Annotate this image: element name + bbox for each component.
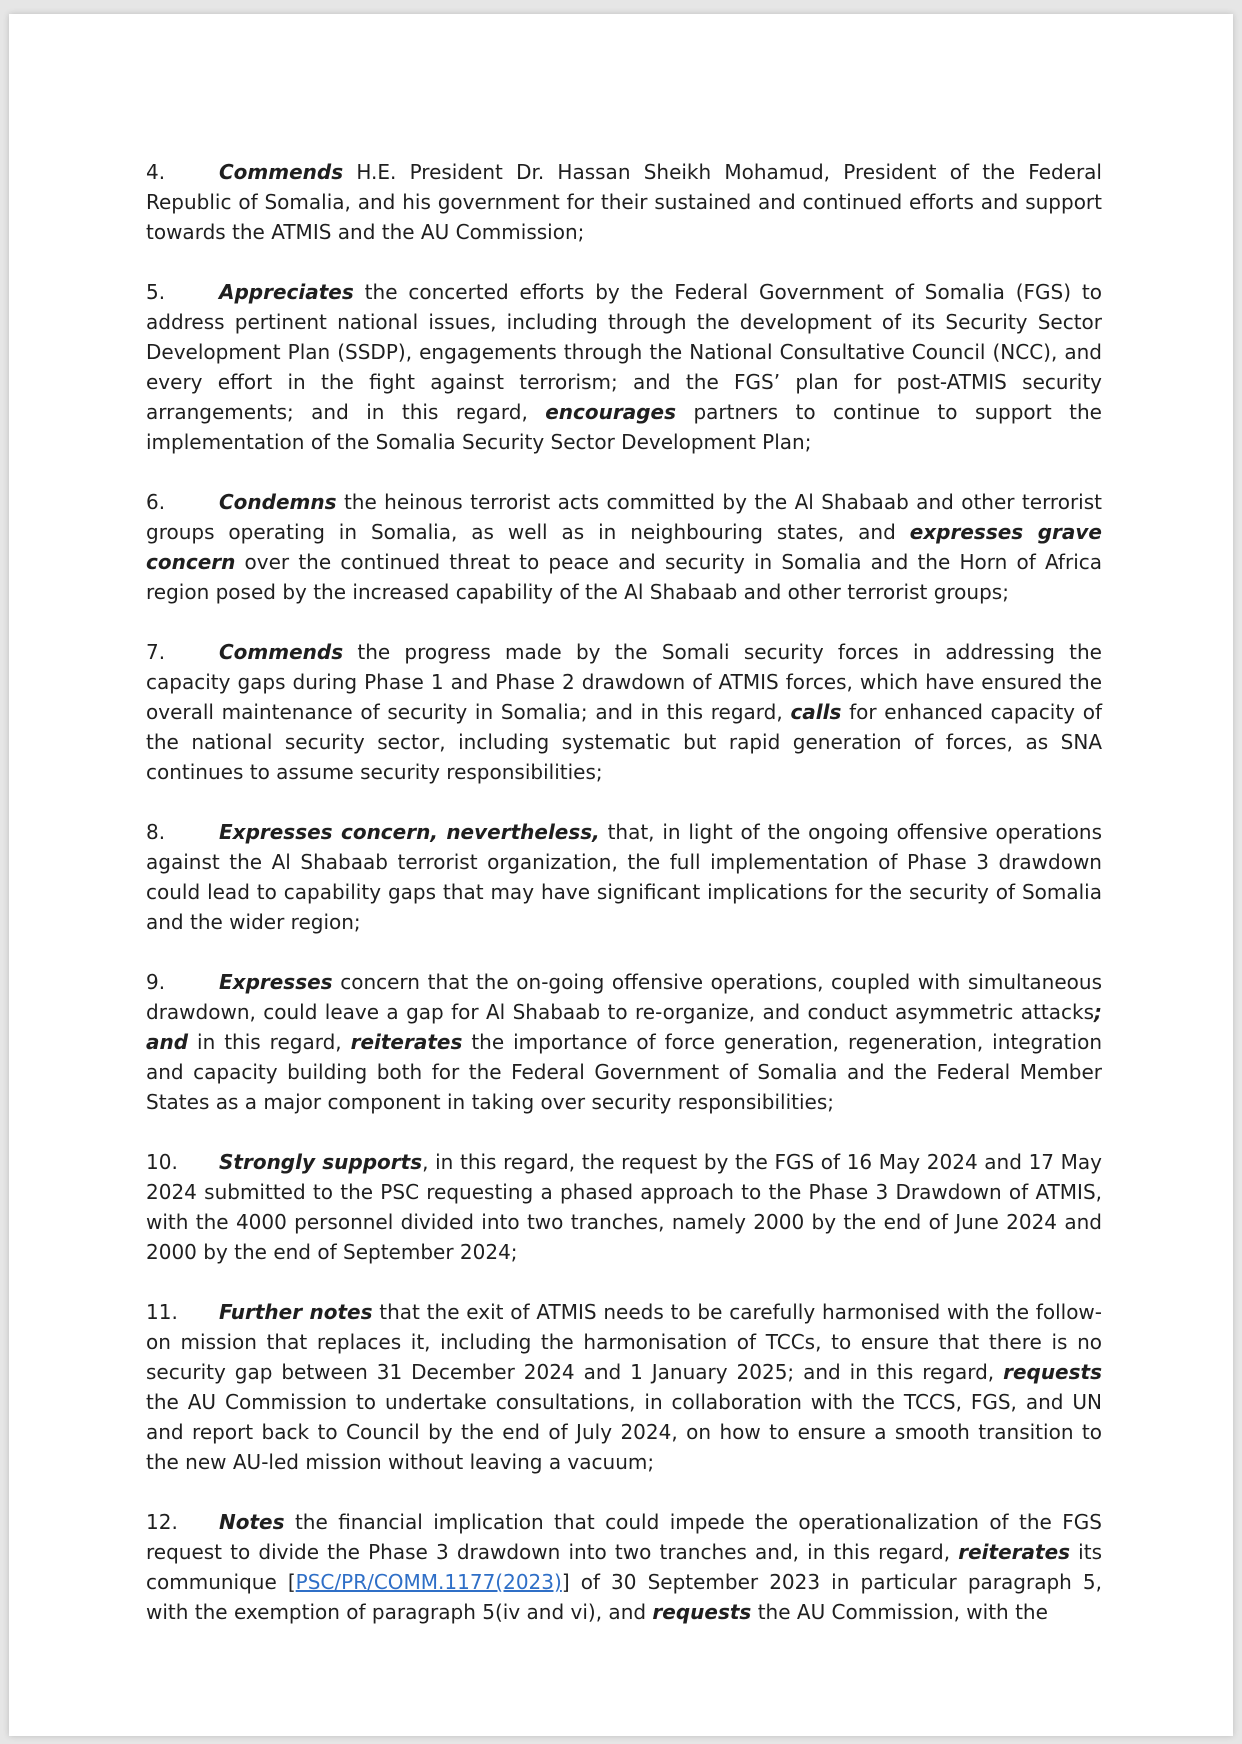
communique-link[interactable]: PSC/PR/COMM.1177(2023) [295,1570,562,1594]
operative-term: Condemns [219,490,337,514]
operative-term: reiterates [350,1030,463,1054]
paragraph-11 [146,1297,1102,1477]
operative-term: Commends [219,640,344,664]
paragraph-text: the AU Commission to undertake consultations, in collaboration with the TCCS, FGS, and UN and report back to Council by the end of July 2024, on how to ensure a smooth transition to the new AU-led mission without leaving a vacuum; [146,1390,1102,1474]
operative-term: expresses grave concern [146,520,1102,574]
operative-term: requests [652,1600,752,1624]
paragraph-number: 4. [146,160,166,184]
operative-term: Further notes [219,1300,373,1324]
document-page [9,14,1233,1736]
operative-term: Appreciates [219,280,354,304]
paragraph-9 [146,967,1102,1117]
paragraph-text: the heinous terrorist acts committed by the Al Shabaab and other terrorist groups operating in Somalia, as well as in neighbouring states, and [146,490,1102,544]
paragraph-number: 11. [146,1300,178,1324]
operative-term: Notes [219,1510,285,1534]
paragraph-text: the progress made by the Somali security forces in addressing the capacity gaps during Phase 1 and Phase 2 drawdown of ATMIS forces, which have ensured the overall maintenance of security in Somalia; and in this regard, [146,640,1102,724]
paragraph-5 [146,277,1102,457]
operative-term: calls [790,700,842,724]
paragraph-text: , in this regard, the request by the FGS of 16 May 2024 and 17 May 2024 submitted to the PSC requesting a phased approach to the Phase 3 Drawdown of ATMIS, with the 4000 personnel divided into two tranches, namely 2000 by the end of June 2024 and 2000 by the end of September 2024; [146,1150,1103,1264]
document-body [146,157,1102,1657]
operative-term: requests [1003,1360,1102,1384]
paragraph-number: 6. [146,490,166,514]
paragraph-6 [146,487,1102,607]
paragraph-8 [146,817,1102,937]
paragraph-number: 10. [146,1150,178,1174]
paragraph-text: the importance of force generation, regeneration, integration and capacity building both for the Federal Government of Somalia and the Federal Member States as a major component in taking over security responsibilities; [146,1030,1102,1114]
paragraph-4 [146,157,1102,247]
operative-term: Commends [219,160,344,184]
operative-term: Strongly supports [219,1150,423,1174]
paragraph-text: the financial implication that could impede the operationalization of the FGS request to divide the Phase 3 drawdown into two tranches and, in this regard, [146,1510,1102,1564]
operative-term: ; and [146,1000,1102,1054]
paragraph-text: H.E. President Dr. Hassan Sheikh Mohamud, President of the Federal Republic of Somalia, and his government for their sustained and continued efforts and support towards the ATMIS and the AU Commission; [146,160,1102,244]
paragraph-number: 12. [146,1510,178,1534]
paragraph-text: that the exit of ATMIS needs to be carefully harmonised with the follow-on mission that replaces it, including the harmonisation of TCCs, to ensure that there is no security gap between 31 December 2024 and 1 January 2025; and in this regard, [146,1300,1103,1384]
paragraph-number: 7. [146,640,166,664]
paragraph-number: 8. [146,820,166,844]
paragraph-text: that, in light of the ongoing offensive operations against the Al Shabaab terrorist organization, the full implementation of Phase 3 drawdown could lead to capability gaps that may have significant implications for the security of Somalia and the wider region; [146,820,1103,934]
paragraph-text: its communique [ [146,1540,1102,1594]
paragraph-12 [146,1507,1102,1627]
paragraph-text: concern that the on-going offensive operations, coupled with simultaneous drawdown, could leave a gap for Al Shabaab to re-organize, and conduct asymmetric attacks [146,970,1102,1024]
paragraph-10 [146,1147,1102,1267]
paragraph-7 [146,637,1102,787]
paragraph-text: in this regard, [188,1030,351,1054]
paragraph-text: over the continued threat to peace and security in Somalia and the Horn of Africa region posed by the increased capability of the Al Shabaab and other terrorist groups; [146,550,1102,604]
paragraph-text: for enhanced capacity of the national security sector, including systematic but rapid generation of forces, as SNA continues to assume security responsibilities; [146,700,1102,784]
paragraph-text: the concerted efforts by the Federal Government of Somalia (FGS) to address pertinent national issues, including through the development of its Security Sector Development Plan (SSDP), engagements through the National Consultative Council (NCC), and every effort in the fight against terrorism; and the FGS’ plan for post-ATMIS security arrangements; and in this regard, [146,280,1102,424]
operative-term: reiterates [958,1540,1071,1564]
paragraph-text: partners to continue to support the implementation of the Somalia Security Sector Development Plan; [146,400,1102,454]
paragraph-number: 9. [146,970,166,994]
operative-term: Expresses [219,970,333,994]
paragraph-number: 5. [146,280,166,304]
operative-term: Expresses concern, nevertheless, [219,820,600,844]
paragraph-text: ] of 30 September 2023 in particular paragraph 5, with the exemption of paragraph 5(iv and vi), and [146,1570,1102,1624]
paragraph-text: the AU Commission, with the [751,1600,1048,1624]
operative-term: encourages [545,400,677,424]
